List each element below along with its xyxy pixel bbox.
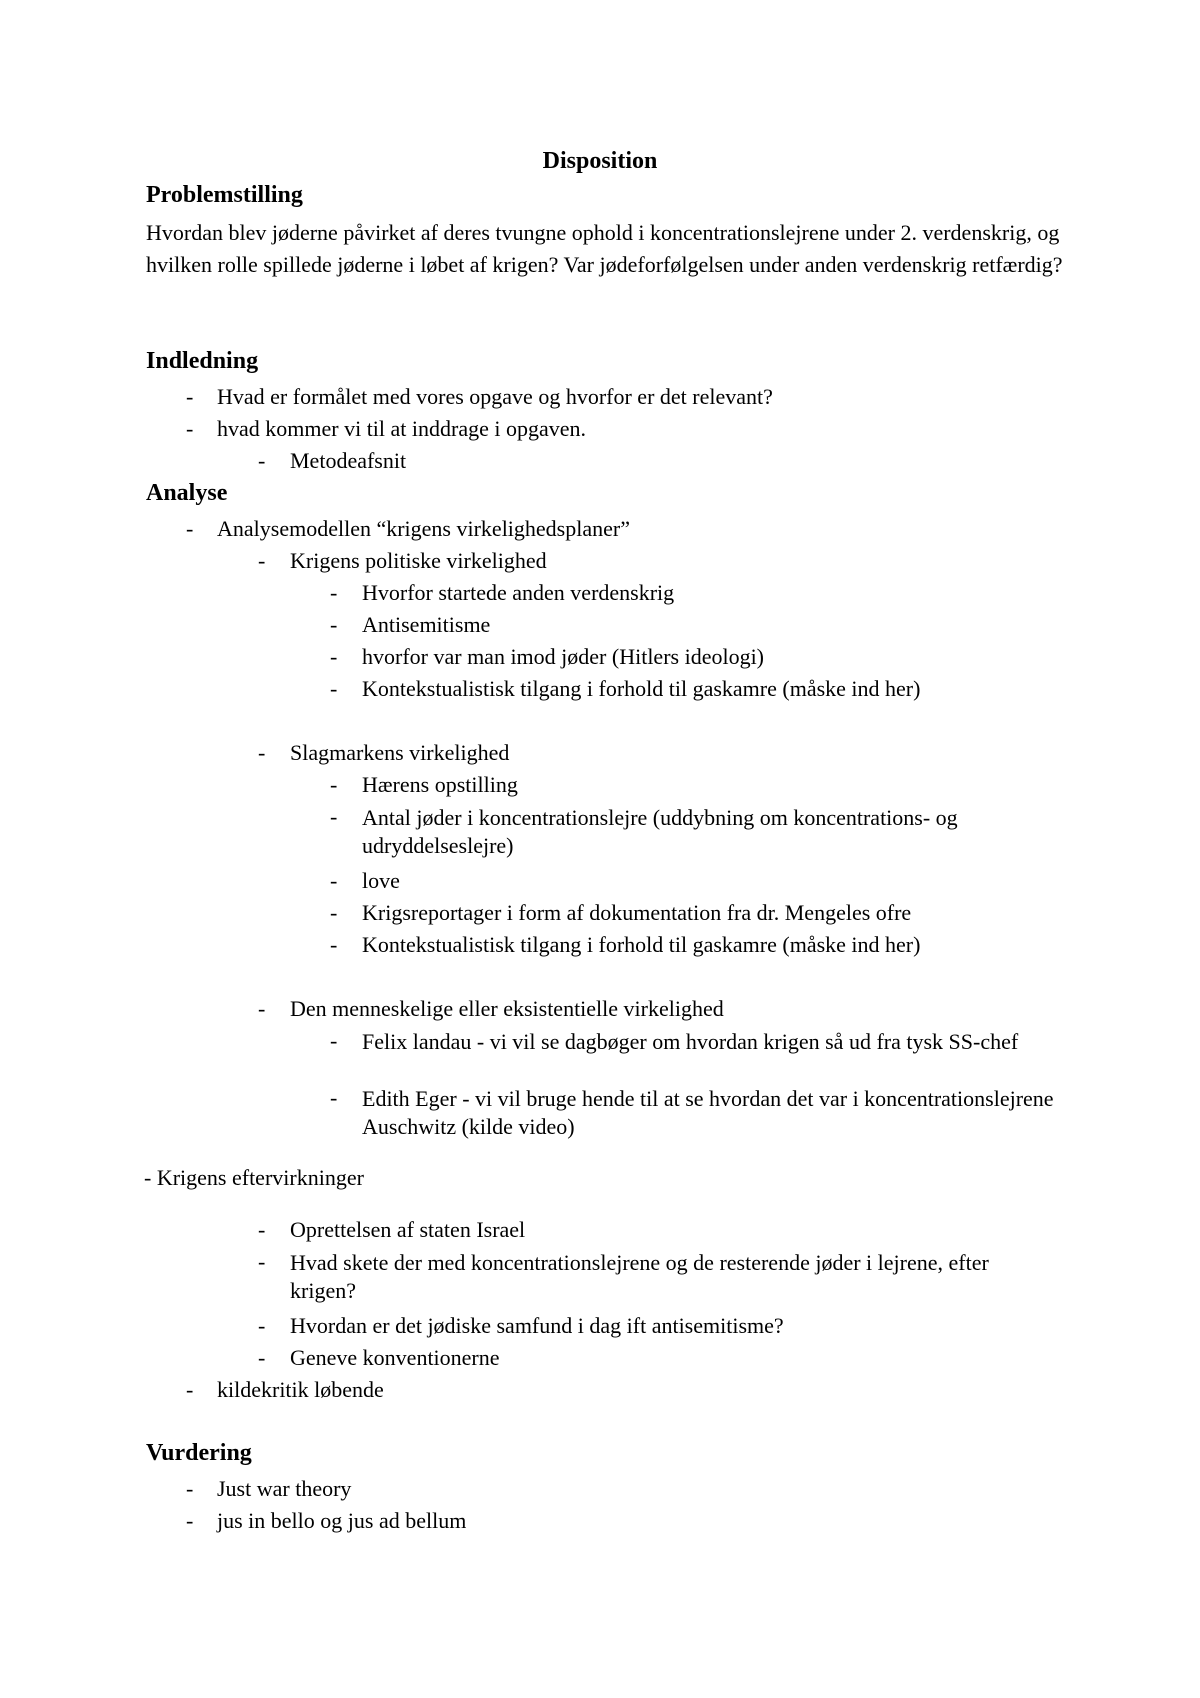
document-title: Disposition [542,148,658,174]
heading-vurdering: Vurdering [146,1440,252,1466]
list-item: Analysemodellen “krigens virkelighedsplaner” [217,516,630,541]
list-item: Hvad er formålet med vores opgave og hvorfor er det relevant? [217,384,773,409]
list-bullet: - [330,1028,338,1053]
list-bullet: - [258,448,266,473]
list-item: Edith Eger - vi vil bruge hende til at se hvordan det var i koncentrationslejrene Auschwitz (kilde video) [362,1086,1054,1139]
list-item: Metodeafsnit [290,448,407,473]
list-item: Oprettelsen af staten Israel [290,1217,526,1242]
list-item: Just war theory [217,1476,352,1501]
list-item: Geneve konventionerne [290,1345,500,1370]
list-item: Antisemitisme [362,612,491,637]
list-bullet: - [186,1377,194,1402]
list-bullet: - [258,1345,266,1370]
list-item: - Krigens eftervirkninger [144,1165,364,1190]
problem-text: Hvordan blev jøderne påvirket af deres tvungne ophold i koncentrationslejrene under 2. verdenskrig, og hvilken rolle spillede jøderne i løbet af krigen? Var jødeforfølgelsen under anden verdenskrig retfærdig? [146,220,1063,277]
heading-analyse: Analyse [146,480,228,506]
list-item: hvad kommer vi til at inddrage i opgaven. [217,416,587,441]
list-item: Hvordan er det jødiske samfund i dag ift antisemitisme? [290,1313,784,1338]
list-bullet: - [330,676,338,701]
list-item: jus in bello og jus ad bellum [217,1508,467,1533]
list-bullet: - [186,516,194,541]
list-item: Den menneskelige eller eksistentielle virkelighed [290,996,724,1021]
list-item: kildekritik løbende [217,1377,384,1402]
heading-indledning: Indledning [146,348,259,374]
list-bullet: - [258,1249,266,1274]
list-item: Felix landau - vi vil se dagbøger om hvordan krigen så ud fra tysk SS-chef [362,1029,1019,1054]
list-bullet: - [186,1508,194,1533]
list-item: Slagmarkens virkelighed [290,740,510,765]
list-item: Krigsreportager i form af dokumentation fra dr. Mengeles ofre [362,900,912,925]
list-bullet: - [330,932,338,957]
list-item: Hvorfor startede anden verdenskrig [362,580,675,605]
list-item: love [362,868,400,893]
list-bullet: - [258,740,266,765]
list-bullet: - [330,804,338,829]
list-item: Hærens opstilling [362,772,518,797]
list-bullet: - [258,1313,266,1338]
list-item: Antal jøder i koncentrationslejre (uddybning om koncentrations- og udryddelseslejre) [362,805,958,858]
list-item: Kontekstualistisk tilgang i forhold til gaskamre (måske ind her) [362,676,921,701]
list-bullet: - [330,900,338,925]
list-bullet: - [258,548,266,573]
list-bullet: - [186,1476,194,1501]
list-item: Krigens politiske virkelighed [290,548,547,573]
list-bullet: - [330,772,338,797]
heading-problemstilling: Problemstilling [146,182,303,208]
list-item: Kontekstualistisk tilgang i forhold til gaskamre (måske ind her) [362,932,921,957]
list-bullet: - [330,612,338,637]
list-bullet: - [330,644,338,669]
list-bullet: - [330,580,338,605]
list-item: Hvad skete der med koncentrationslejrene og de resterende jøder i lejrene, efter krigen? [290,1250,989,1303]
list-bullet: - [258,1217,266,1242]
list-bullet: - [186,416,194,441]
list-bullet: - [258,996,266,1021]
list-item: hvorfor var man imod jøder (Hitlers ideologi) [362,644,765,669]
list-bullet: - [186,384,194,409]
list-bullet: - [330,1085,338,1110]
list-bullet: - [330,868,338,893]
